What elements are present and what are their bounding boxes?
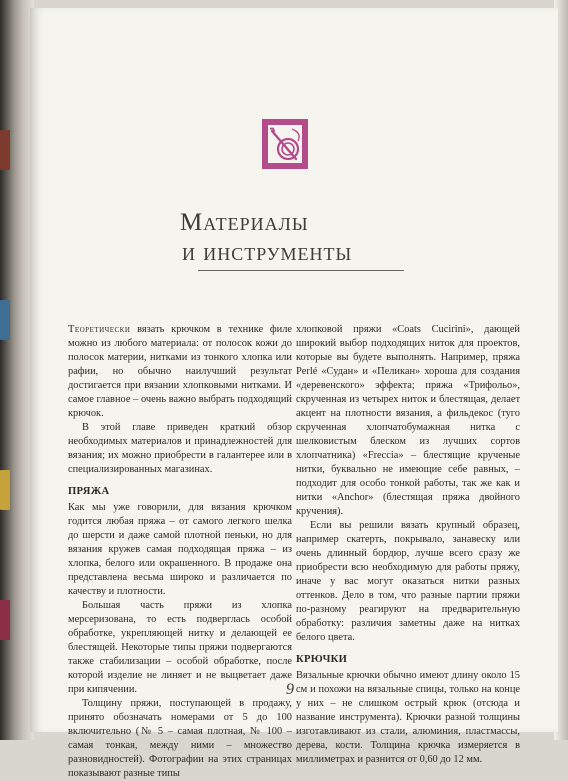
scan-edge-mark (0, 470, 10, 510)
yarn-types-paragraph: хлопковой пряжи «Coats Cucirini», дающей широкий выбор подходящих ниток для проектов, которые вы будете выполнять. Например, пряжа Perlé «Судан» и «Пеликан» хороша для создания «деревенского» эффекта; пряжа «Трифольо», скрученная из четырех ниток и блестящая, делает акцент на плотности вязания, а фильдекос (туго скрученная хлопчатобумажная нитка с шелковистым блеском из лучших сортов хлопчатника) «Freccia» – блестящие крученые нитки, буквально не имеющие себе равных, – подходит для особо тонкой работы, так же как и нитки «Anchor» (блестящая пряжа двойного кручения). (296, 324, 520, 517)
chapter-title-line2: и инструменты (182, 239, 353, 266)
page-number: 9 (286, 681, 294, 698)
right-text-column (296, 323, 520, 767)
intro-lead-word: Теоретически (68, 324, 131, 335)
title-underline (198, 270, 404, 271)
yarn-paragraph-1: Как мы уже говорили, для вязания крючком годится любая пряжа – от самого легкого шелка до шерсти и даже самой плотной пеньки, но для вязания кружев самая подходящая пряжа – из хлопка, белого или окрашенного. В продаже она представлена весьма широко и различается по качеству и плотности. (68, 502, 292, 597)
intro-paragraph-2: В этой главе приведен краткий обзор необходимых материалов и принадлежностей для вязания; их можно приобрести в галантерее или в специализированных магазинах. (68, 422, 292, 475)
intro-paragraph (68, 323, 292, 421)
yarn-paragraph-3: Толщину пряжи, поступающей в продажу, принято обозначать номерами от 5 до 100 включительно (№ 5 – самая плотная, № 100 – самая тонкая, между ними – множество разновидностей). Фотографии на этих страницах показывают разные типы (68, 698, 292, 779)
hooks-paragraph: Вязальные крючки обычно имеют длину около 15 см и похожи на вязальные спицы, только на конце у них – не слишком острый крюк (отсюда и название инструмента). Крючки разной толщины изготавливают из стали, алюминия, пластмассы, дерева, кости. Толщина крючка измеряется в миллиметрах и разнится от 0,60 до 12 мм. (296, 670, 520, 765)
scan-edge-mark (0, 130, 10, 170)
left-text-column (68, 323, 292, 781)
chapter-title (180, 208, 406, 268)
chapter-title-line1: Материалы (180, 209, 309, 236)
yarn-paragraph-2: Большая часть пряжи из хлопка мерсеризована, то есть подверглась особой обработке, укрепляющей нитку и делающей ее блестящей. Некоторые типы пряжи подвергаются также стабилизации – особой обработке, после которой изделие не линяет и не выцветает даже при кипячении. (68, 600, 292, 695)
yarn-purchase-paragraph: Если вы решили вязать крупный образец, например скатерть, покрывало, занавеску или очень длинный бордюр, лучше всего сразу же приобрести всю необходимую для работы пряжу, иначе у вас могут оказаться нитки разных оттенков. Дело в том, что разные партии пряжи по-разному реагируют на предварительную обработку: различия заметны даже на нитках белого цвета. (296, 520, 520, 643)
scan-edge-mark (0, 600, 10, 640)
scan-edge-mark (0, 300, 10, 340)
section-heading-hooks: КРЮЧКИ (296, 654, 348, 665)
yarn-and-hook-emblem (262, 119, 308, 169)
section-heading-yarn: ПРЯЖА (68, 486, 110, 497)
book-page (30, 8, 558, 779)
intro-text: вязать крючком в технике филе можно из любого материала: от полосок кожи до полосок материи, нитками из тонкого хлопка или рафии, но обычно наилучший результат достигается при вязании хлопковыми нитками. И самое главное – очень важно выбрать подходящий крючок. (68, 324, 292, 419)
